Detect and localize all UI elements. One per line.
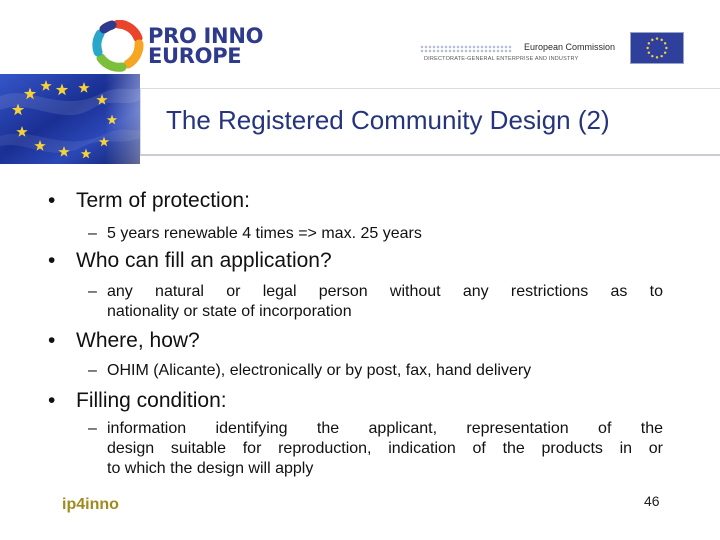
brand-line-1: PRO INNO <box>148 24 264 48</box>
bullet-label: Who can fill an application? <box>76 249 332 272</box>
bullet-marker: • <box>48 389 56 412</box>
sub-bullet-line: nationality or state of incorporation <box>107 303 352 320</box>
bullet-item <box>48 249 332 273</box>
sub-bullet-line: design suitable for reproduction, indication of the products in or <box>107 440 663 457</box>
ec-subtitle: DIRECTORATE-GENERAL ENTERPRISE AND INDUSTRY <box>424 56 579 62</box>
sub-bullet-text <box>107 419 663 479</box>
bullet-label: Where, how? <box>76 329 200 352</box>
bullet-label: Term of protection: <box>76 189 250 212</box>
dash-marker: – <box>88 283 97 300</box>
sub-bullet-line: to which the design will apply <box>107 460 314 477</box>
bullet-marker: • <box>48 189 56 212</box>
dash-marker: – <box>88 225 97 242</box>
slide-title: The Registered Community Design (2) <box>166 105 610 135</box>
bullet-label: Filling condition: <box>76 389 227 412</box>
dash-marker: – <box>88 420 97 437</box>
footer-brand: ip4inno <box>62 496 119 513</box>
sub-bullet-text: 5 years renewable 4 times => max. 25 years <box>107 225 422 242</box>
bullet-item <box>48 389 227 413</box>
sub-bullet-line: any natural or legal person without any restrictions as to <box>107 283 663 300</box>
sub-bullet-text: OHIM (Alicante), electronically or by post, fax, hand delivery <box>107 362 532 379</box>
sub-bullet-text <box>107 282 663 322</box>
bullet-item <box>48 189 250 213</box>
sub-bullet-line: information identifying the applicant, representation of the <box>107 420 663 437</box>
bullet-marker: • <box>48 329 56 352</box>
bullet-item <box>48 329 200 353</box>
brand-line-2: EUROPE <box>148 44 242 68</box>
ec-title: European Commission <box>524 42 616 52</box>
bullet-marker: • <box>48 249 56 272</box>
dash-marker: – <box>88 362 97 379</box>
page-number: 46 <box>644 493 660 509</box>
